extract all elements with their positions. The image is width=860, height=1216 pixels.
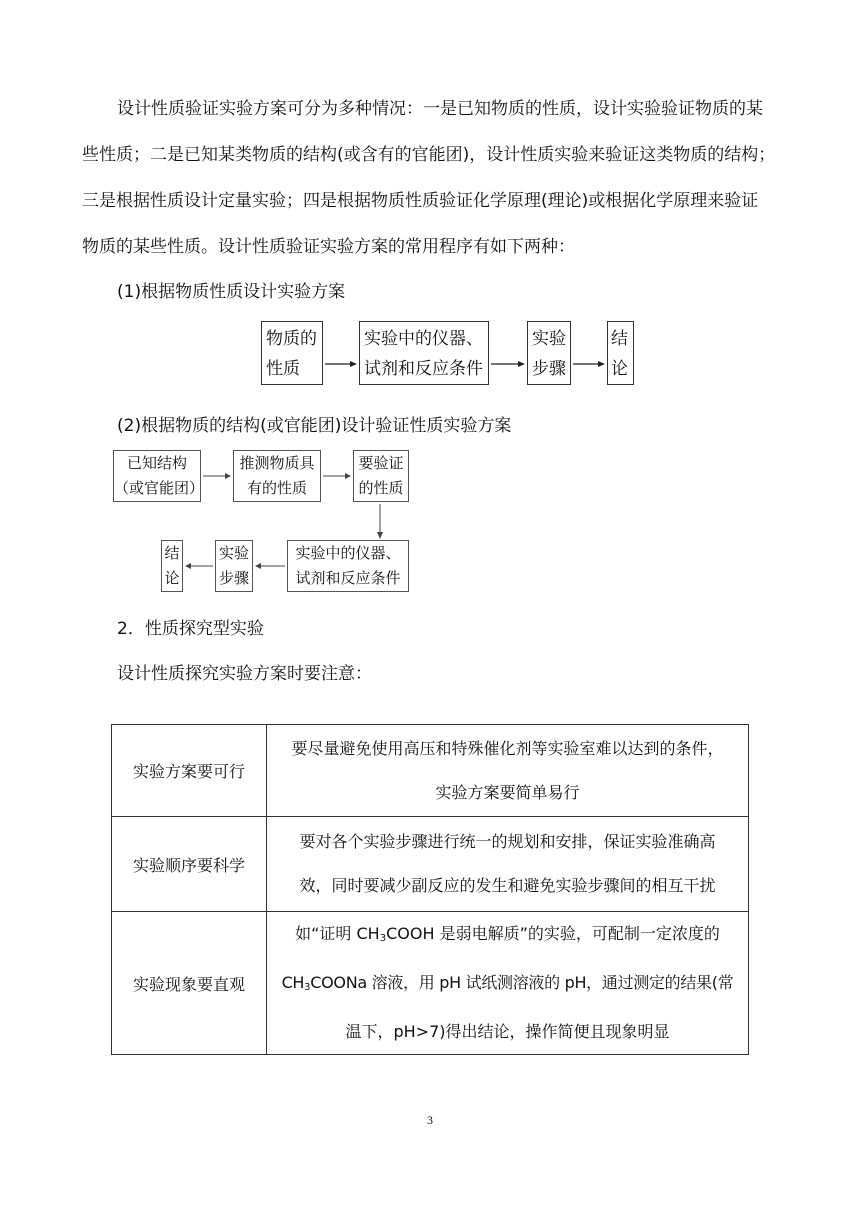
flow1-box-steps	[527, 321, 571, 385]
flow2-box-line: 有的性质	[246, 479, 307, 497]
table-row	[112, 912, 749, 1055]
flow1-box-line: 步骤	[532, 359, 566, 379]
table-value-line: 实验方案要简单易行	[435, 782, 580, 802]
table-value	[267, 817, 749, 912]
section2-heading: (2)根据物质的结构(或官能团)设计验证性质实验方案	[117, 416, 512, 436]
flow2-arrow-down	[374, 502, 386, 542]
flow2-box-steps	[215, 540, 253, 592]
flow2-box-line: 试剂和反应条件	[295, 569, 401, 587]
flow1-box-line: 试剂和反应条件	[364, 359, 483, 379]
flow2-arrow-3	[253, 560, 287, 572]
flow2-box-line: 实验	[218, 544, 249, 562]
table-value-line: 要对各个实验步骤进行统一的规划和安排，保证实验准确高	[299, 832, 716, 851]
flow1-box-properties	[261, 321, 323, 385]
flow2-box-line: 已知结构	[126, 454, 187, 472]
flow2-box-reagents	[287, 540, 409, 592]
flow2-box-line: 的性质	[358, 479, 404, 497]
table-row	[112, 817, 749, 912]
section3-intro: 设计性质探究实验方案时要注意：	[117, 664, 372, 684]
flow2-arrow-4	[183, 560, 215, 572]
table-value-line: $CH_3COONa$ 溶液，用 pH 试纸测溶液的 pH，通过测定的结果(常	[281, 973, 734, 993]
flow2-box-line: 论	[164, 569, 180, 587]
flow2-box-conclusion	[161, 540, 183, 592]
table-value	[267, 725, 749, 817]
flow1-box-conclusion	[607, 321, 634, 385]
flow2-box-line: （或官能团）	[114, 479, 205, 497]
table-row	[112, 725, 749, 817]
table-value	[267, 912, 749, 1055]
flow2-box-structure	[113, 450, 205, 502]
flow1-box-reagents	[359, 321, 489, 385]
flow2-box-line: 步骤	[218, 569, 249, 587]
section3-heading: 2．性质探究型实验	[117, 619, 264, 639]
table-key: 实验顺序要科学	[112, 817, 267, 912]
table-key: 实验现象要直观	[112, 912, 267, 1055]
flow2-box-infer	[233, 450, 321, 502]
flow1-box-line: 物质的	[266, 329, 317, 349]
flow2-arrow-2	[321, 470, 353, 482]
page-number: 3	[427, 1113, 433, 1127]
flow1-box-line: 论	[611, 359, 628, 379]
requirements-table	[111, 724, 749, 1055]
flow1-arrow-1	[323, 358, 359, 370]
flow2-box-line: 实验中的仪器、	[295, 544, 401, 562]
intro-line-1: 设计性质验证实验方案可分为多种情况：一是已知物质的性质，设计实验验证物质的某	[117, 99, 763, 119]
flow1-box-line: 性质	[266, 359, 300, 379]
table-key: 实验方案要可行	[112, 725, 267, 817]
intro-line-2: 些性质；二是已知某类物质的结构(或含有的官能团)，设计性质实验来验证这类物质的结构；	[82, 145, 776, 165]
flow2-box-line: 推测物质具	[239, 454, 315, 472]
flow1-box-line: 实验中的仪器、	[364, 329, 483, 349]
flow2-box-line: 要验证	[358, 454, 404, 472]
table-value-line: 要尽量避免使用高压和特殊催化剂等实验室难以达到的条件，	[291, 738, 724, 758]
flow1-arrow-2	[489, 358, 527, 370]
flow1-arrow-3	[571, 358, 607, 370]
intro-line-4: 物质的某些性质。设计性质验证实验方案的常用程序有如下两种：	[82, 237, 575, 257]
section1-heading: (1)根据物质性质设计实验方案	[117, 282, 346, 302]
table-value-line: 如“证明 $CH_3COOH$ 是弱电解质”的实验，可配制一定浓度的	[295, 924, 720, 944]
table-value-line: 温下，pH>7)得出结论，操作简便且现象明显	[345, 1022, 670, 1041]
flow2-arrow-1	[201, 470, 233, 482]
flow2-box-line: 结	[164, 544, 180, 562]
intro-line-3: 三是根据性质设计定量实验；四是根据物质性质验证化学原理(理论)或根据化学原理来验证	[82, 191, 759, 211]
table-value-line: 效，同时要减少副反应的发生和避免实验步骤间的相互干扰	[299, 876, 716, 895]
flow2-box-verify	[353, 450, 409, 502]
flow1-box-line: 结	[611, 329, 628, 349]
flow1-box-line: 实验	[532, 329, 566, 349]
